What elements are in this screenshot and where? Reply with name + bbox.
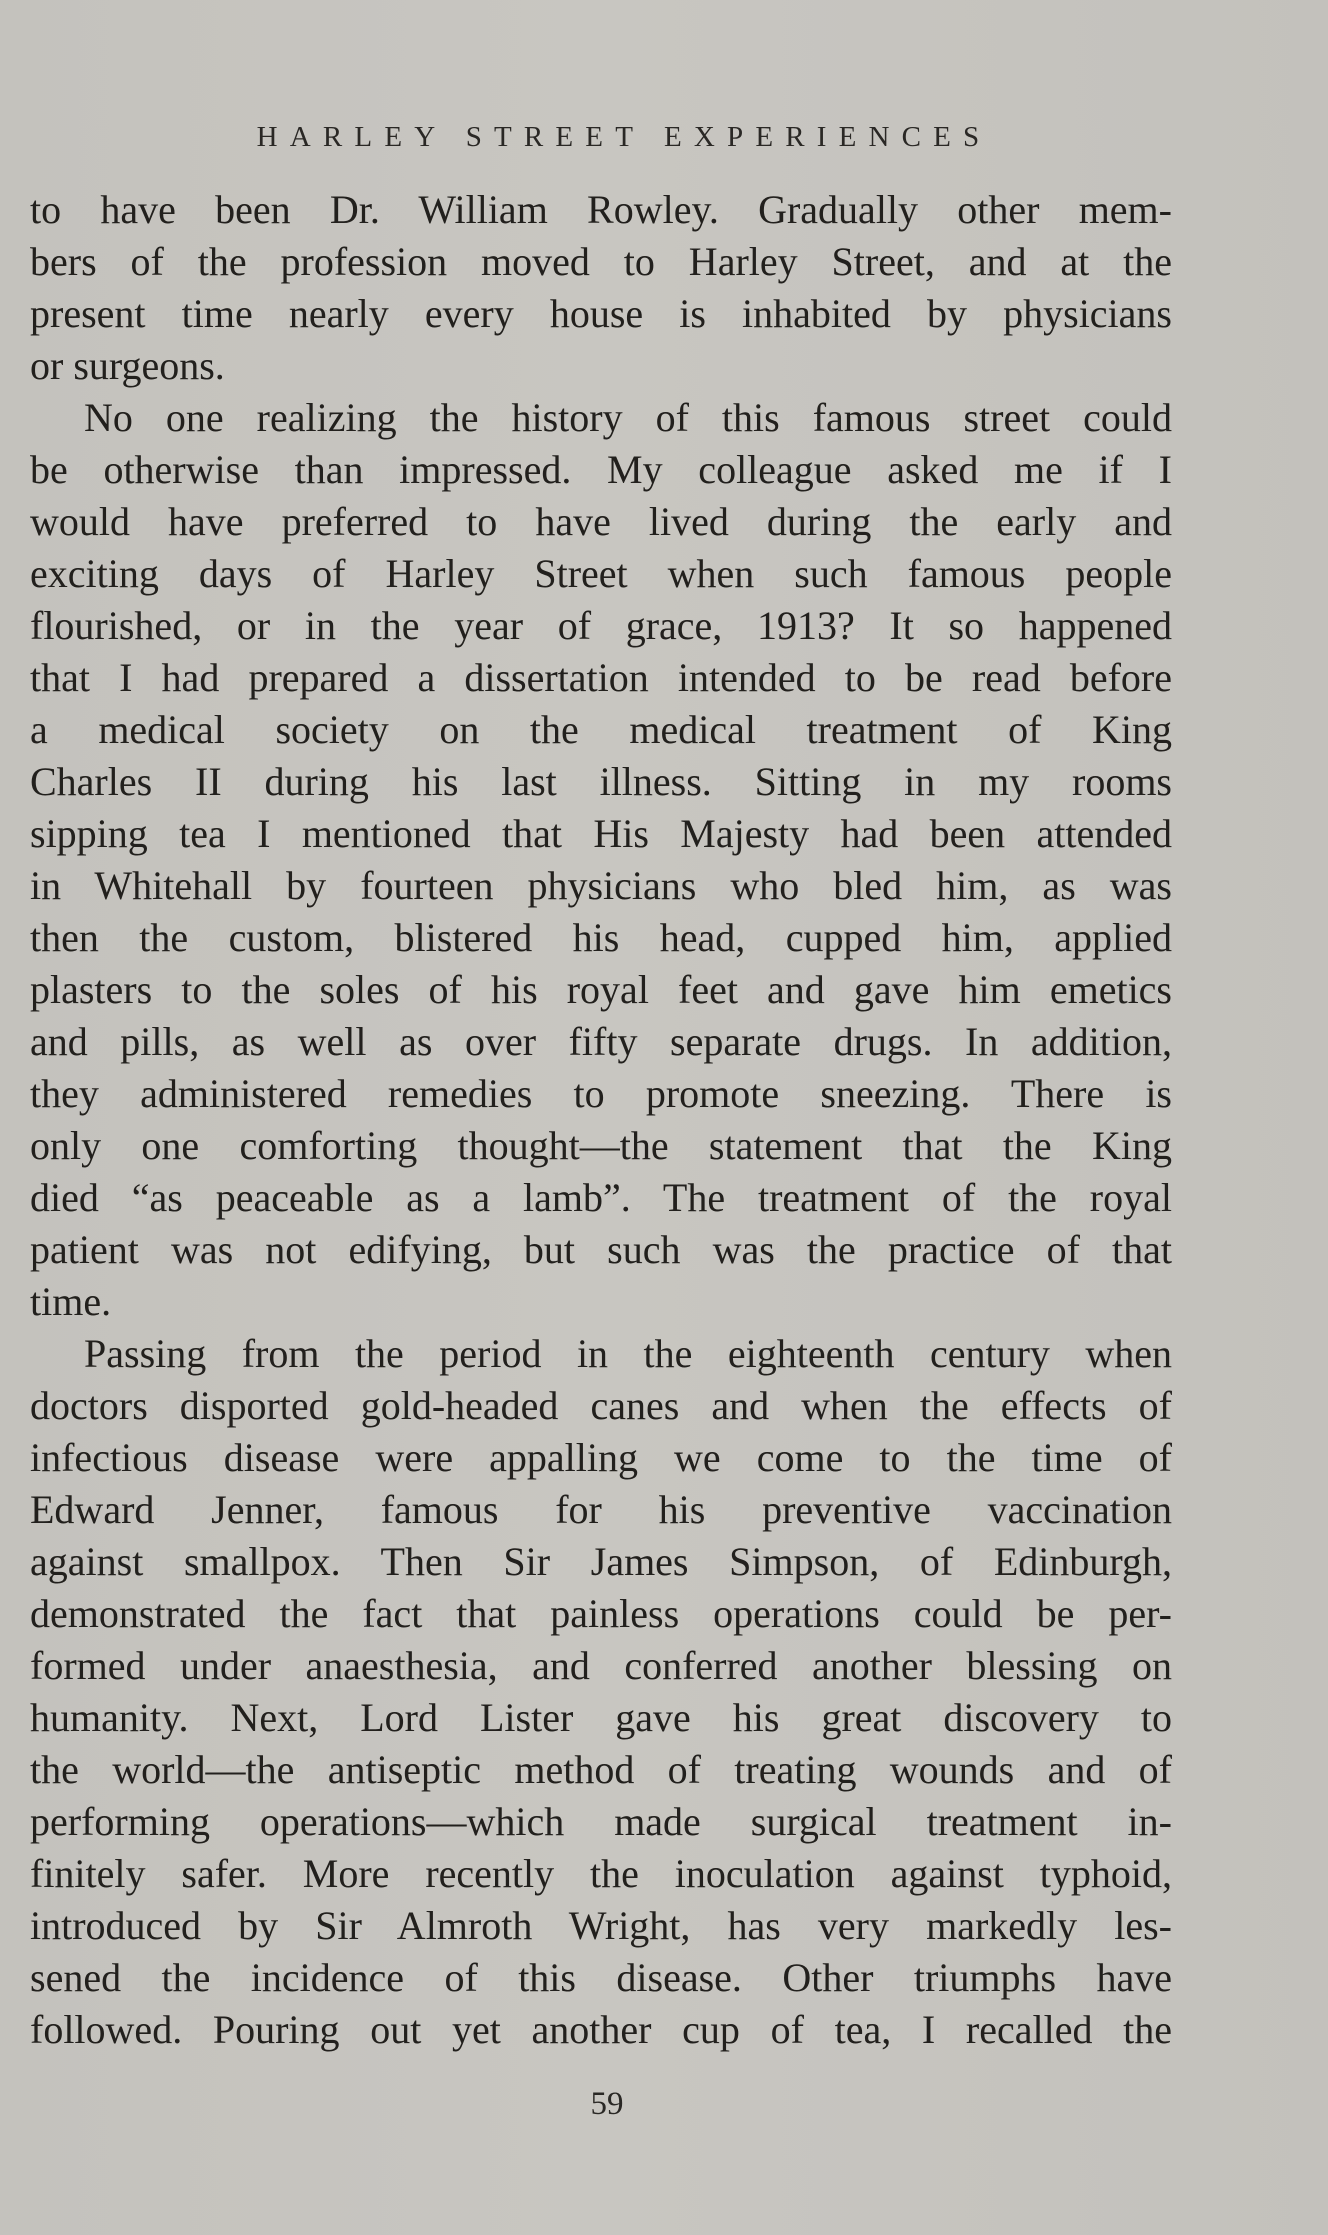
text-line: that I had prepared a dissertation intended to be read before bbox=[30, 655, 1172, 700]
text-line: then the custom, blistered his head, cupped him, applied bbox=[30, 915, 1172, 960]
text-line: sipping tea I mentioned that His Majesty had been attended bbox=[30, 811, 1172, 856]
text-line: present time nearly every house is inhabited by physicians bbox=[30, 291, 1172, 336]
text-line: the world—the antiseptic method of treating wounds and of bbox=[30, 1747, 1172, 1792]
text-line: exciting days of Harley Street when such famous people bbox=[30, 551, 1172, 596]
text-line: only one comforting thought—the statement that the King bbox=[30, 1123, 1172, 1168]
text-line: performing operations—which made surgical treatment in- bbox=[30, 1799, 1172, 1844]
text-line: plasters to the soles of his royal feet and gave him emetics bbox=[30, 967, 1172, 1012]
text-line: Passing from the period in the eighteenth century when bbox=[84, 1331, 1172, 1376]
text-line: humanity. Next, Lord Lister gave his great discovery to bbox=[30, 1695, 1172, 1740]
text-line: No one realizing the history of this famous street could bbox=[84, 395, 1172, 440]
text-line: would have preferred to have lived during the early and bbox=[30, 499, 1172, 544]
text-line: introduced by Sir Almroth Wright, has very markedly les- bbox=[30, 1903, 1172, 1948]
body-text bbox=[30, 184, 1172, 2056]
text-line: against smallpox. Then Sir James Simpson, of Edinburgh, bbox=[30, 1539, 1172, 1584]
text-line: or surgeons. bbox=[30, 343, 225, 388]
text-line: Charles II during his last illness. Sitting in my rooms bbox=[30, 759, 1172, 804]
text-line: and pills, as well as over fifty separate drugs. In addition, bbox=[30, 1019, 1172, 1064]
text-line: time. bbox=[30, 1279, 112, 1324]
text-line: bers of the profession moved to Harley Street, and at the bbox=[30, 239, 1172, 284]
text-line: be otherwise than impressed. My colleague asked me if I bbox=[30, 447, 1172, 492]
page-number: 59 bbox=[590, 2086, 624, 2122]
text-line: finitely safer. More recently the inoculation against typhoid, bbox=[30, 1851, 1172, 1896]
text-line: Edward Jenner, famous for his preventive vaccination bbox=[30, 1487, 1172, 1532]
text-line: died “as peaceable as a lamb”. The treatment of the royal bbox=[30, 1175, 1172, 1220]
text-line: they administered remedies to promote sneezing. There is bbox=[30, 1071, 1172, 1116]
text-line: sened the incidence of this disease. Other triumphs have bbox=[30, 1955, 1172, 2000]
text-line: formed under anaesthesia, and conferred another blessing on bbox=[30, 1643, 1172, 1688]
text-line: patient was not edifying, but such was the practice of that bbox=[30, 1227, 1172, 1272]
text-line: to have been Dr. William Rowley. Gradually other mem- bbox=[30, 187, 1172, 232]
running-head: HARLEY STREET EXPERIENCES bbox=[256, 121, 992, 153]
text-line: doctors disported gold-headed canes and when the effects of bbox=[30, 1383, 1172, 1428]
text-line: flourished, or in the year of grace, 1913? It so happened bbox=[30, 603, 1172, 648]
text-line: demonstrated the fact that painless operations could be per- bbox=[30, 1591, 1172, 1636]
text-line: followed. Pouring out yet another cup of tea, I recalled the bbox=[30, 2007, 1172, 2052]
text-line: a medical society on the medical treatment of King bbox=[30, 707, 1172, 752]
text-line: infectious disease were appalling we come to the time of bbox=[30, 1435, 1172, 1480]
text-line: in Whitehall by fourteen physicians who bled him, as was bbox=[30, 863, 1172, 908]
